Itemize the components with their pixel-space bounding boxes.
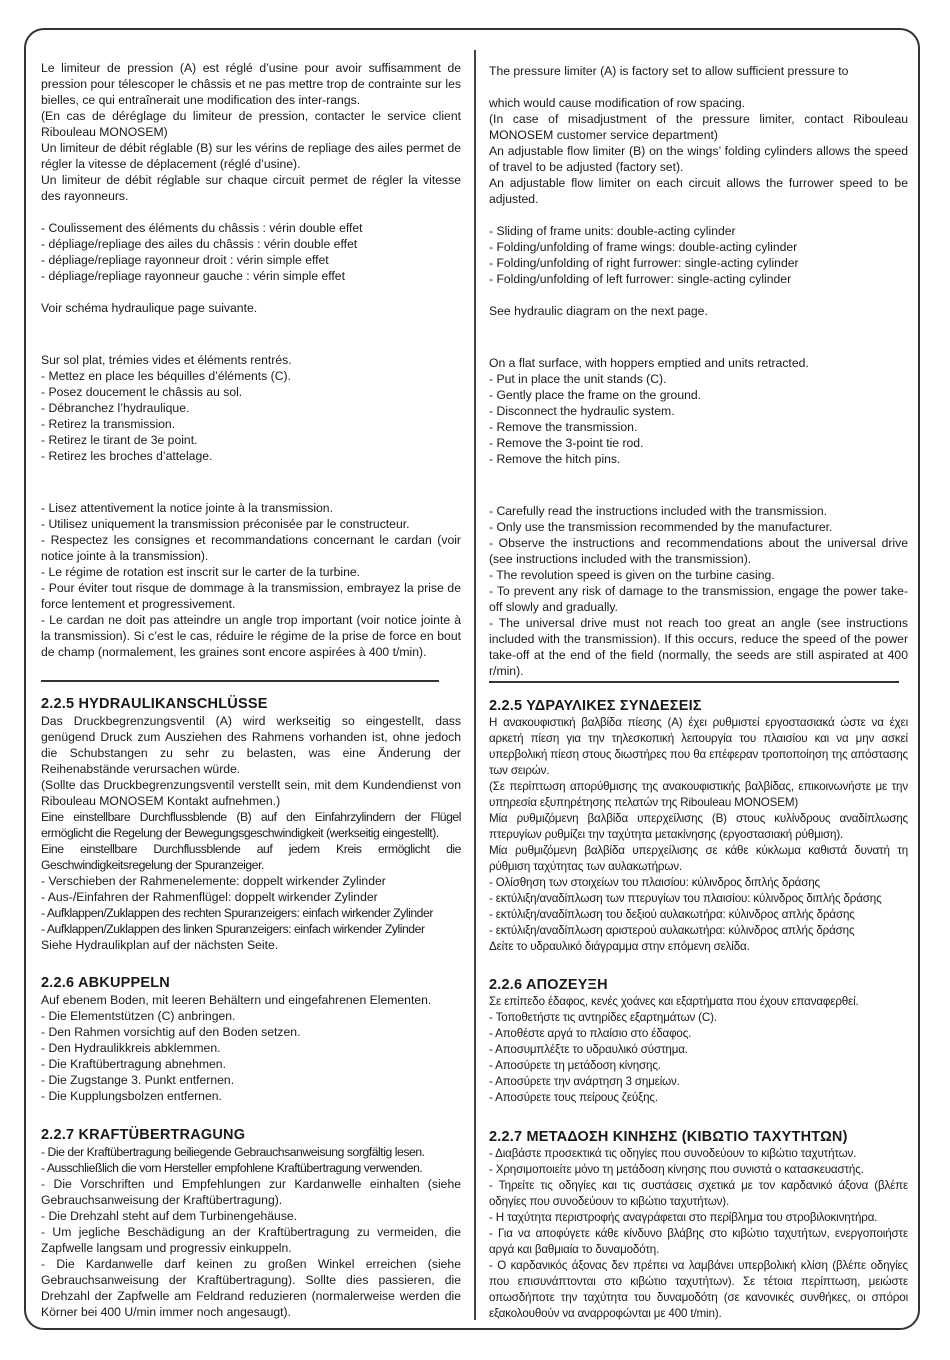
- de-section-225: [41, 695, 461, 953]
- en-uncoupling-2: - Put in place the unit stands (C).: [489, 372, 667, 386]
- el-227-line: - Για να αποφύγετε κάθε κίνδυνο βλάβης στο κιβώτιο ταχυτήτων, ενεργοποιήστε αργά και βαθμιαία το δυναμοδότη.: [489, 1227, 908, 1256]
- de-heading-227: 2.2.7 KRAFTÜBERTRAGUNG: [41, 1127, 246, 1143]
- fr-uncoupling-7: - Retirez les broches d’attelage.: [41, 449, 213, 463]
- en-cylinder-3: - Folding/unfolding of right furrower: single-acting cylinder: [489, 256, 799, 270]
- en-cylinder-1: - Sliding of frame units: double-acting cylinder: [489, 224, 736, 238]
- fr-uncoupling-1: Sur sol plat, trémies vides et éléments rentrés.: [41, 353, 292, 367]
- de-227-line: - Die der Kraftübertragung beiliegende Gebrauchsanweisung sorgfältig lesen.: [41, 1145, 425, 1159]
- en-hydraulics-p2: which would cause modification of row spacing.: [489, 96, 746, 110]
- en-hydraulics-p4: An adjustable flow limiter (B) on the wings’ folding cylinders allows the speed of travel to be adjusted (factory set).: [489, 144, 908, 174]
- el-225-line: Η ανακουφιστική βαλβίδα πίεσης (Α) έχει ρυθμιστεί εργοστασιακά ώστε να έχει αρκετή πίεση για την τηλεσκοπική λειτουργία του πλαισίου και να μην ασκεί υπερβολική πίεση στους διωστήρες που θα επέφεραν τροποποίηση της απόστασης των σειρών.: [489, 716, 908, 777]
- en-transmission-3: - Observe the instructions and recommendations about the universal drive (see instructions included with the transmission).: [489, 536, 908, 566]
- el-225-line: Μία ρυθμιζόμενη βαλβίδα υπερχείλισης (B) στους κυλίνδρους αναδίπλωσης πτερυγίων ρυθμίζει την ταχύτητα μετακίνησης (εργοστασιακή ρύθμιση).: [489, 812, 908, 841]
- de-226-line: - Die Zugstange 3. Punkt entfernen.: [41, 1073, 235, 1087]
- de-heading-225: 2.2.5 HYDRAULIKANSCHLÜSSE: [41, 696, 268, 712]
- en-uncoupling-3: - Gently place the frame on the ground.: [489, 388, 702, 402]
- fr-transmission-3: - Respectez les consignes et recommandations concernant le cardan (voir notice jointe à la transmission).: [41, 533, 461, 563]
- fr-hydraulics-p3: Un limiteur de débit réglable (B) sur les vérins de repliage des ailes permet de régler la vitesse de déplacement (réglé d’usine).: [41, 141, 461, 171]
- fr-transmission-5: - Pour éviter tout risque de dommage à la transmission, embrayez la prise de force lentement et progressivement.: [41, 581, 461, 611]
- en-transmission-4: - The revolution speed is given on the turbine casing.: [489, 568, 775, 582]
- de-227-line: - Die Vorschriften und Empfehlungen zur Kardanwelle einhalten (siehe Gebrauchsanweisung der Kraftübertragung).: [41, 1177, 461, 1207]
- el-226-line: - Τοποθετήστε τις αντηρίδες εξαρτημάτων (C).: [489, 1011, 717, 1024]
- de-section-226: [41, 974, 461, 1104]
- de-226-line: - Den Hydraulikkreis abklemmen.: [41, 1041, 221, 1055]
- de-226-line: - Den Rahmen vorsichtig auf den Boden setzen.: [41, 1025, 301, 1039]
- de-226-line: - Die Kupplungsbolzen entfernen.: [41, 1089, 222, 1103]
- de-225-line: - Aufklappen/Zuklappen des rechten Spuranzeigers: einfach wirkender Zylinder: [41, 906, 433, 920]
- en-cylinder-4: - Folding/unfolding of left furrower: single-acting cylinder: [489, 272, 792, 286]
- en-transmission-6: - The universal drive must not reach too great an angle (see instructions included with the transmission). If this occurs, reduce the speed of the power take-off at the end of the field (normally, the seeds are still aspirated at 400 r/min).: [489, 616, 908, 678]
- de-226-line: - Die Elementstützen (C) anbringen.: [41, 1009, 236, 1023]
- el-226-line: - Αποσύρετε τη μετάδοση κίνησης.: [489, 1059, 661, 1072]
- de-225-line: Eine einstellbare Durchflussblende auf jedem Kreis ermöglicht die Geschwindigkeitsregelung der Spuranzeiger.: [41, 842, 461, 872]
- el-heading-226: 2.2.6 ΑΠΟΖΕΥΞΗ: [489, 977, 608, 993]
- fr-transmission-4: - Le régime de rotation est inscrit sur le carter de la turbine.: [41, 565, 361, 579]
- el-226-line: - Αποσύρετε τους πείρους ζεύξης.: [489, 1091, 658, 1104]
- fr-transmission-1: - Lisez attentivement la notice jointe à la transmission.: [41, 501, 333, 515]
- de-227-line: - Ausschließlich die vom Hersteller empfohlene Kraftübertragung verwenden.: [41, 1161, 423, 1175]
- el-227-line: - Η ταχύτητα περιστροφής αναγράφεται στο περίβλημα του στροβιλοκινητήρα.: [489, 1211, 878, 1224]
- column-divider: [474, 50, 476, 1320]
- el-section-226: [489, 976, 908, 1106]
- el-226-line: - Αποθέστε αργά το πλαίσιο στο έδαφος.: [489, 1027, 692, 1040]
- el-225-line: Μία ρυθμιζόμενη βαλβίδα υπερχείλισης σε κάθε κύκλωμα καθιστά δυνατή τη ρύθμιση ταχύτητας των αυλακωτήρων.: [489, 844, 908, 873]
- de-225-line: (Sollte das Druckbegrenzungsventil verstellt sein, mit dem Kundendienst von Ribouleau MONOSEM Kontakt aufnehmen.): [41, 778, 461, 808]
- fr-transmission-6: - Le cardan ne doit pas atteindre un angle trop important (voir notice jointe à la transmission). Si c’est le cas, réduire le régime de la prise de force en bout de champ (normalement, les graines sont encore aspirées à 400 t/min).: [41, 613, 461, 659]
- fr-uncoupling-4: - Débranchez l’hydraulique.: [41, 401, 190, 415]
- de-226-line: Auf ebenem Boden, mit leeren Behältern und eingefahrenen Elementen.: [41, 993, 432, 1007]
- de-225-line: - Aus-/Einfahren der Rahmenflügel: doppelt wirkender Zylinder: [41, 890, 378, 904]
- en-uncoupling-1: On a flat surface, with hoppers emptied and units retracted.: [489, 356, 809, 370]
- el-heading-225: 2.2.5 ΥΔΡΑΥΛΙΚΕΣ ΣΥΝΔΕΣΕΙΣ: [489, 698, 702, 714]
- en-uncoupling-4: - Disconnect the hydraulic system.: [489, 404, 675, 418]
- el-225-line: - εκτύλιξη/αναδίπλωση των πτερυγίων του πλαισίου: κύλινδρος διπλής δράσης: [489, 892, 882, 905]
- el-227-line: - Διαβάστε προσεκτικά τις οδηγίες που συνοδεύουν το κιβώτιο ταχυτήτων.: [489, 1147, 857, 1160]
- de-225-line: Das Druckbegrenzungsventil (A) wird werkseitig so eingestellt, dass genügend Druck zum Ausziehen des Rahmens vorhanden ist, ohne jedoch die Schubstangen zu sehr zu belasten, was eine Änderung der Reihenabstände verursachen würde.: [41, 714, 461, 776]
- en-uncoupling-5: - Remove the transmission.: [489, 420, 638, 434]
- en-transmission-2: - Only use the transmission recommended by the manufacturer.: [489, 520, 833, 534]
- el-section-225: [489, 697, 908, 955]
- en-transmission-1: - Carefully read the instructions included with the transmission.: [489, 504, 828, 518]
- fr-uncoupling-5: - Retirez la transmission.: [41, 417, 176, 431]
- fr-hydraulics-p1: Le limiteur de pression (A) est réglé d’usine pour avoir suffisamment de pression pour télescoper le châssis et ne pas mettre trop de contrainte sur les bielles, ce qui entraînerait une modification des inter-rangs.: [41, 61, 461, 107]
- el-226-line: - Αποσύρετε την ανάρτηση 3 σημείων.: [489, 1075, 680, 1088]
- el-heading-227: 2.2.7 ΜΕΤΑΔΟΣΗ ΚΙΝΗΣΗΣ (ΚΙΒΩΤΙΟ ΤΑΧΥΤΗΤΩΝ): [489, 1129, 848, 1145]
- en-hydraulics-p1: The pressure limiter (A) is factory set to allow sufficient pressure to: [489, 64, 849, 78]
- en-section: [489, 63, 908, 679]
- de-226-line: - Die Kraftübertragung abnehmen.: [41, 1057, 226, 1071]
- fr-hydraulics-p2: (En cas de déréglage du limiteur de pression, contacter le service client Ribouleau MONOSEM): [41, 109, 461, 139]
- fr-uncoupling-3: - Posez doucement le châssis au sol.: [41, 385, 243, 399]
- fr-section: [41, 60, 461, 660]
- en-transmission-5: - To prevent any risk of damage to the transmission, engage the power take-off slowly and gradually.: [489, 584, 908, 614]
- fr-cylinder-1: - Coulissement des éléments du châssis : vérin double effet: [41, 221, 363, 235]
- el-225-line: - εκτύλιξη/αναδίπλωση του δεξιού αυλακωτήρα: κύλινδρος απλής δράσης: [489, 908, 855, 921]
- de-heading-226: 2.2.6 ABKUPPELN: [41, 975, 170, 991]
- el-227-line: - Ο καρδανικός άξονας δεν πρέπει να λαμβάνει υπερβολική κλίση (βλέπε οδηγίες που επισυνάπτονται στο κιβώτιο ταχυτήτων). Σε τέτοια περίπτωση, μειώστε οπωσδήποτε την ταχύτητα του δυναμοδότη (σε κανονικές συνθήκες, οι σπόροι εξακολουθούν να αναρροφώνται με 400 t/min).: [489, 1259, 908, 1320]
- el-225-line: Δείτε το υδραυλικό διάγραμμα στην επόμενη σελίδα.: [489, 940, 750, 953]
- left-section-rule: [41, 680, 439, 682]
- de-227-line: - Die Kardanwelle darf keinen zu großen Winkel erreichen (siehe Gebrauchsanweisung der Kraftübertragung). Sollte dies passieren, die Drehzahl der Zapfwelle am Feldrand reduzieren (normalerweise werden die Körner bei 400 U/min immer noch angesaugt).: [41, 1257, 461, 1319]
- fr-cylinder-2: - dépliage/repliage des ailes du châssis : vérin double effet: [41, 237, 358, 251]
- el-225-line: - εκτύλιξη/αναδίπλωση αριστερού αυλακωτήρα: κύλινδρος απλής δράσης: [489, 924, 855, 937]
- fr-uncoupling-6: - Retirez le tirant de 3e point.: [41, 433, 198, 447]
- el-225-line: (Σε περίπτωση απορύθμισης της ανακουφιστικής βαλβίδας, επικοινωνήστε με την υπηρεσία εξυπηρέτησης πελατών της Ribouleau MONOSEM): [489, 780, 908, 809]
- el-225-line: - Ολίσθηση των στοιχείων του πλαισίου: κύλινδρος διπλής δράσης: [489, 876, 820, 889]
- right-section-rule: [489, 681, 899, 683]
- de-225-line: - Aufklappen/Zuklappen des linken Spuranzeigers: einfach wirkender Zylinder: [41, 922, 425, 936]
- de-225-line: Siehe Hydraulikplan auf der nächsten Seite.: [41, 938, 279, 952]
- fr-uncoupling-2: - Mettez en place les béquilles d’éléments (C).: [41, 369, 291, 383]
- el-226-line: - Αποσυμπλέξτε το υδραυλικό σύστημα.: [489, 1043, 688, 1056]
- en-hydraulics-p5: An adjustable flow limiter on each circuit allows the furrower speed to be adjusted.: [489, 176, 908, 206]
- en-uncoupling-7: - Remove the hitch pins.: [489, 452, 621, 466]
- fr-hydraulics-p4: Un limiteur de débit réglable sur chaque circuit permet de régler la vitesse des rayonneurs.: [41, 173, 461, 203]
- de-225-line: - Verschieben der Rahmenelemente: doppelt wirkender Zylinder: [41, 874, 386, 888]
- de-227-line: - Um jegliche Beschädigung an der Kraftübertragung zu vermeiden, die Zapfwelle langsam und progressiv einkuppeln.: [41, 1225, 461, 1255]
- en-see-diagram: See hydraulic diagram on the next page.: [489, 304, 708, 318]
- de-225-line: Eine einstellbare Durchflussblende (B) auf den Einfahrzylindern der Flügel ermöglicht die Regelung der Bewegungsgeschwindigkeit (werkseitig eingestellt).: [41, 810, 461, 840]
- el-227-line: - Τηρείτε τις οδηγίες και τις συστάσεις σχετικά με τον καρδανικό άξονα (βλέπε οδηγίες που συνοδεύουν το κιβώτιο ταχυτήτων).: [489, 1179, 908, 1208]
- el-section-227: [489, 1128, 908, 1322]
- en-hydraulics-p3: (In case of misadjustment of the pressure limiter, contact Ribouleau MONOSEM customer service department): [489, 112, 908, 142]
- fr-cylinder-4: - dépliage/repliage rayonneur gauche : vérin simple effet: [41, 269, 345, 283]
- el-226-line: Σε επίπεδο έδαφος, κενές χοάνες και εξαρτήματα που έχουν επαναφερθεί.: [489, 995, 859, 1008]
- fr-see-diagram: Voir schéma hydraulique page suivante.: [41, 301, 258, 315]
- de-227-line: - Die Drehzahl steht auf dem Turbinengehäuse.: [41, 1209, 298, 1223]
- en-cylinder-2: - Folding/unfolding of frame wings: double-acting cylinder: [489, 240, 798, 254]
- fr-transmission-2: - Utilisez uniquement la transmission préconisée par le constructeur.: [41, 517, 410, 531]
- de-section-227: [41, 1126, 461, 1320]
- en-uncoupling-6: - Remove the 3-point tie rod.: [489, 436, 644, 450]
- fr-cylinder-3: - dépliage/repliage rayonneur droit : vérin simple effet: [41, 253, 329, 267]
- el-227-line: - Χρησιμοποιείτε μόνο τη μετάδοση κίνησης που συνιστά ο κατασκευαστής.: [489, 1163, 864, 1176]
